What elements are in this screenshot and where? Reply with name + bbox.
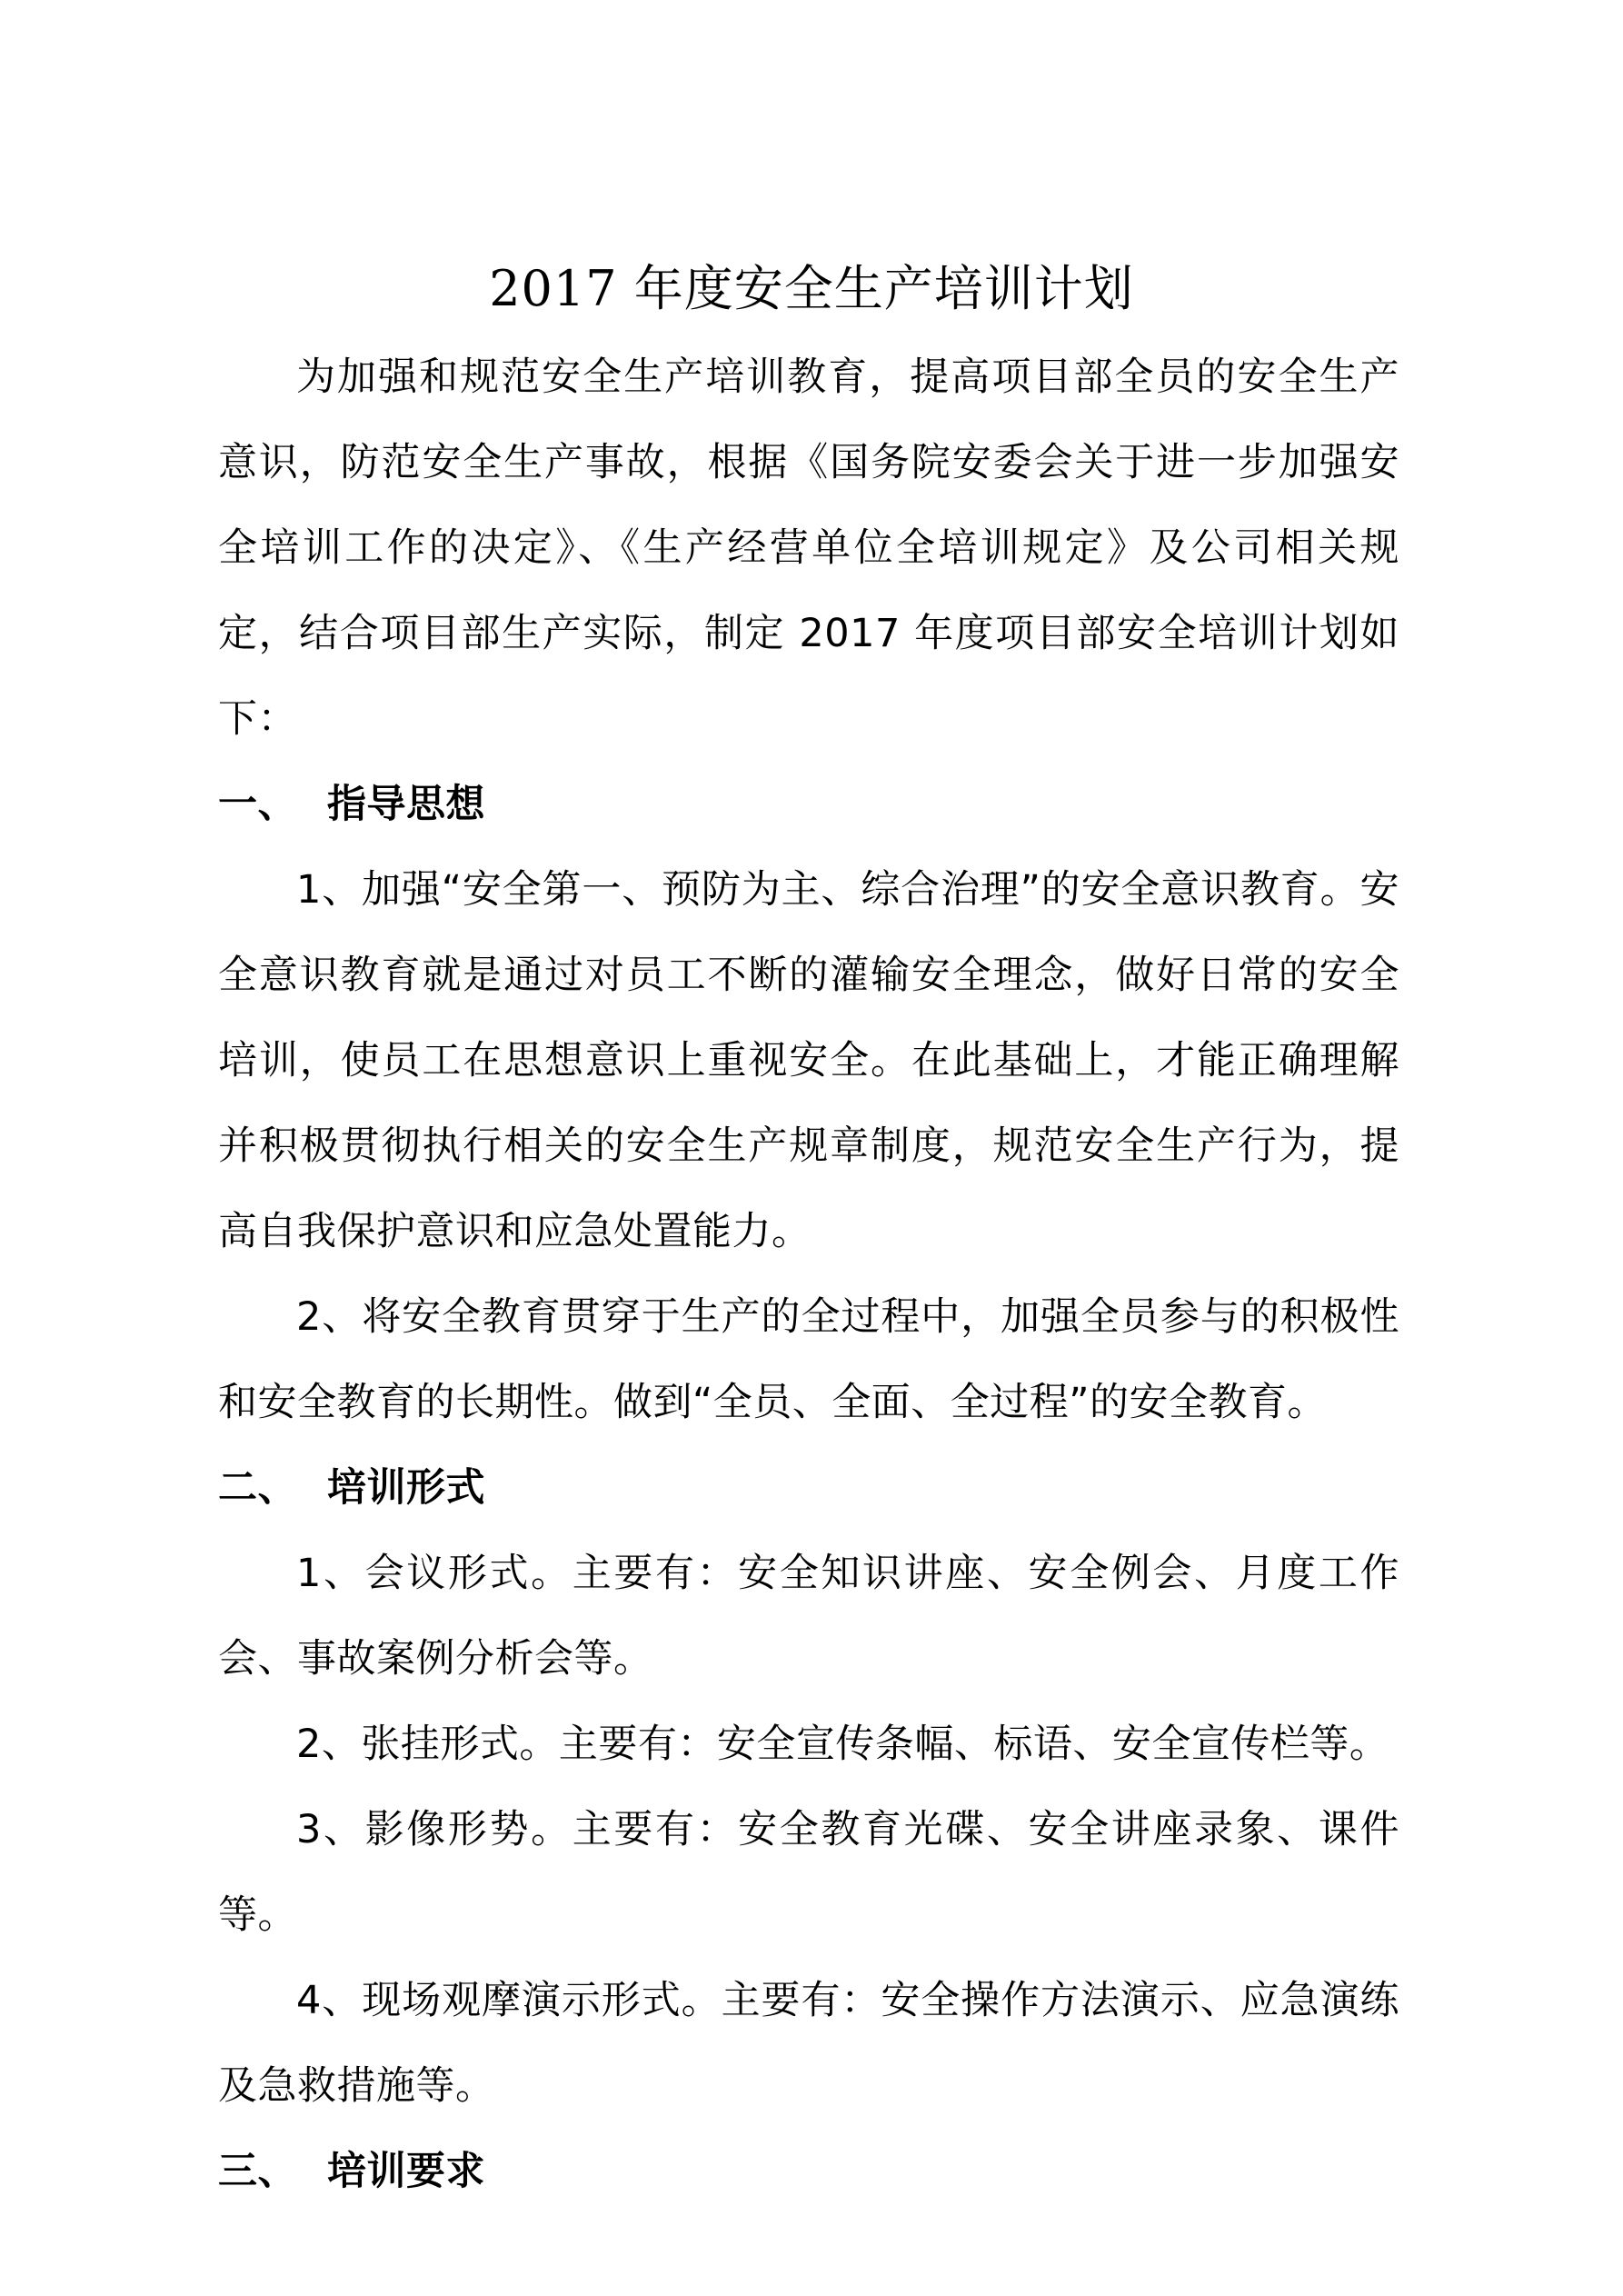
section-title: 指导思想 [327, 782, 485, 827]
section-title: 培训形式 [327, 1465, 485, 1511]
section-2-item-4: 4、现场观摩演示形式。主要有：安全操作方法演示、应急演练及急救措施等。 [218, 1978, 1399, 2109]
section-heading-3 [218, 2129, 1399, 2214]
document-title: 2017 年度安全生产培训计划 [489, 260, 1134, 317]
section-number: 一、 [218, 782, 297, 827]
section-2-item-1: 1、会议形式。主要有：安全知识讲座、安全例会、月度工作会、事故案例分析会等。 [218, 1551, 1399, 1682]
section-heading-1 [218, 762, 1399, 847]
section-number: 二、 [218, 1465, 297, 1511]
document-body [218, 334, 1399, 2214]
section-1-item-2: 2、将安全教育贯穿于生产的全过程中，加强全员参与的积极性和安全教育的长期性。做到“全员、全面、全过程”的安全教育。 [218, 1294, 1399, 1425]
section-number: 三、 [218, 2149, 297, 2194]
section-1-item-1: 1、加强“安全第一、预防为主、综合治理”的安全意识教育。安全意识教育就是通过对员工不断的灌输安全理念，做好日常的安全培训，使员工在思想意识上重视安全。在此基础上，才能正确理解并积极贯彻执行相关的安全生产规章制度，规范安全生产行为，提高自我保护意识和应急处置能力。 [218, 867, 1399, 1254]
section-heading-2 [218, 1445, 1399, 1531]
section-title: 培训要求 [327, 2149, 485, 2194]
intro-paragraph: 为加强和规范安全生产培训教育，提高项目部全员的安全生产意识，防范安全生产事故，根据《国务院安委会关于进一步加强安全培训工作的决定》、《生产经营单位全培训规定》及公司相关规定，结合项目部生产实际，制定 2017 年度项目部安全培训计划如下： [218, 354, 1399, 742]
section-2-item-2: 2、张挂形式。主要有：安全宣传条幅、标语、安全宣传栏等。 [296, 1722, 1389, 1767]
section-2-item-3: 3、影像形势。主要有：安全教育光碟、安全讲座录象、课件等。 [218, 1807, 1399, 1938]
